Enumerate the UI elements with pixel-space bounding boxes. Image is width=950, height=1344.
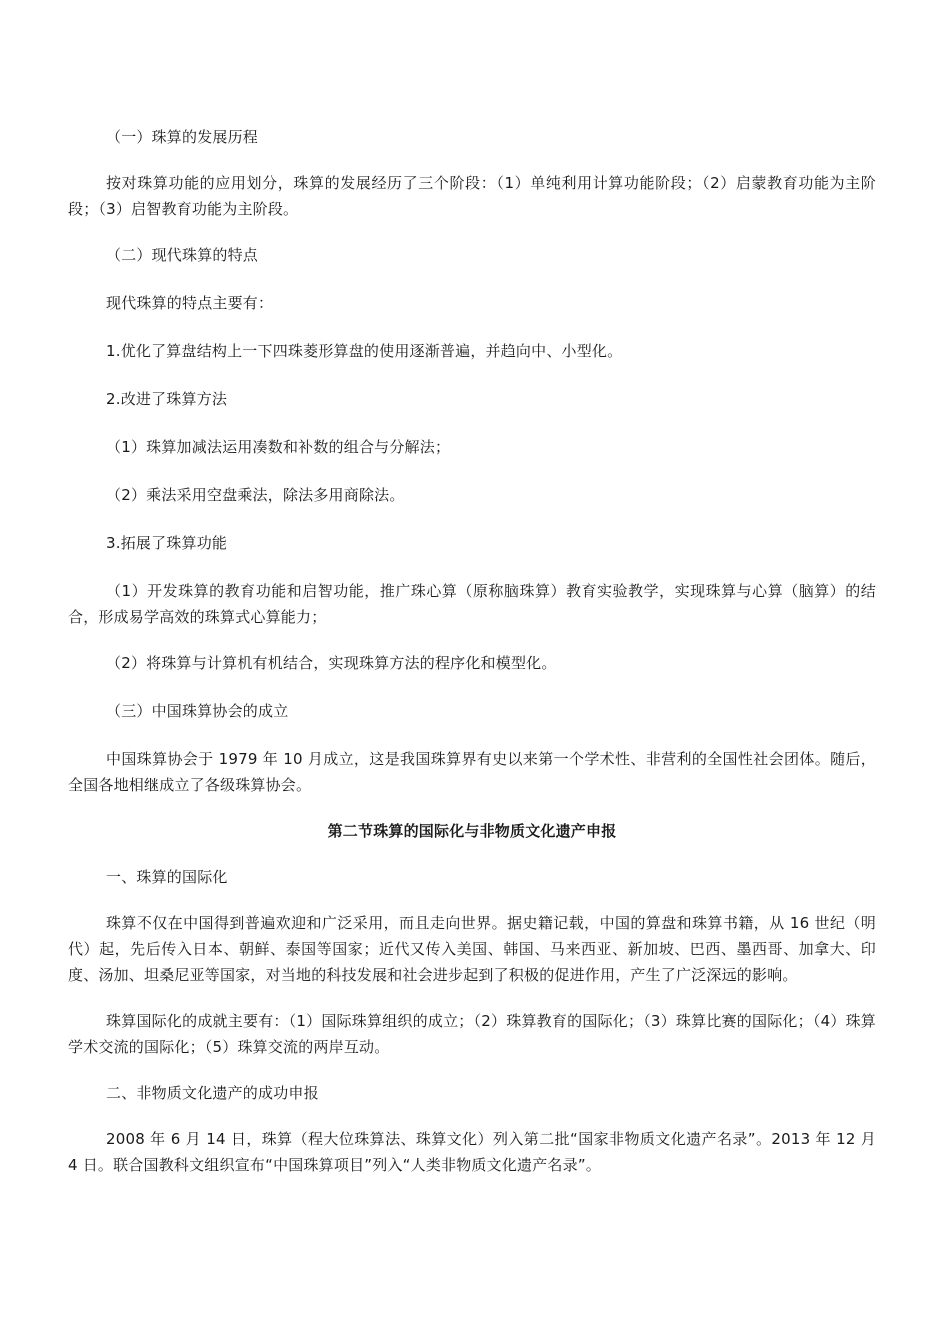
list-item-feature-2-1: （1）珠算加减法运用凑数和补数的组合与分解法；: [106, 438, 451, 456]
paragraph-association: 中国珠算协会于 1979 年 10 月成立，这是我国珠算界有史以来第一个学术性、非营利的全国性社会团体。随后，全国各地相继成立了各级珠算协会。: [68, 750, 876, 794]
list-item-feature-2: 2.改进了珠算方法: [106, 390, 228, 408]
subsection-heading-internationalization: 一、珠算的国际化: [106, 868, 228, 886]
section-title: 第二节珠算的国际化与非物质文化遗产申报: [327, 822, 617, 840]
list-item-feature-3: 3.拓展了珠算功能: [106, 534, 228, 552]
paragraph-stages: 按对珠算功能的应用划分，珠算的发展经历了三个阶段：（1）单纯利用计算功能阶段；（2）启蒙教育功能为主阶段；（3）启智教育功能为主阶段。: [68, 174, 876, 218]
subsection-heading-association: （三）中国珠算协会的成立: [106, 702, 289, 720]
paragraph-internationalization: 珠算不仅在中国得到普遍欢迎和广泛采用，而且走向世界。据史籍记载，中国的算盘和珠算书籍，从 16 世纪（明代）起，先后传入日本、朝鲜、泰国等国家；近代又传入美国、韩国、马来西亚、新加坡、巴西、墨西哥、加拿大、印度、汤加、坦桑尼亚等国家，对当地的科技发展和社会进步起到了积极的促进作用，产生了广泛深远的影响。: [68, 914, 876, 984]
paragraph-features-intro: 现代珠算的特点主要有：: [106, 294, 274, 312]
paragraph-achievements: 珠算国际化的成就主要有：（1）国际珠算组织的成立；（2）珠算教育的国际化；（3）珠算比赛的国际化；（4）珠算学术交流的国际化；（5）珠算交流的两岸互动。: [68, 1012, 876, 1056]
list-item-feature-2-2: （2）乘法采用空盘乘法，除法多用商除法。: [106, 486, 405, 504]
subsection-heading-heritage: 二、非物质文化遗产的成功申报: [106, 1084, 319, 1102]
document-page: [68, 124, 876, 1178]
list-item-feature-3-2: （2）将珠算与计算机有机结合，实现珠算方法的程序化和模型化。: [106, 654, 557, 672]
list-item-feature-1: 1.优化了算盘结构上一下四珠菱形算盘的使用逐渐普遍，并趋向中、小型化。: [106, 342, 623, 360]
subsection-heading-history: （一）珠算的发展历程: [106, 128, 259, 146]
paragraph-heritage: 2008 年 6 月 14 日，珠算（程大位珠算法、珠算文化）列入第二批“国家非物质文化遗产名录”。2013 年 12 月 4 日。联合国教科文组织宣布“中国珠算项目”列入“人类非物质文化遗产名录”。: [68, 1130, 876, 1174]
list-item-feature-3-1: （1）开发珠算的教育功能和启智功能，推广珠心算（原称脑珠算）教育实验教学，实现珠算与心算（脑算）的结合，形成易学高效的珠算式心算能力；: [68, 582, 876, 626]
subsection-heading-features: （二）现代珠算的特点: [106, 246, 259, 264]
